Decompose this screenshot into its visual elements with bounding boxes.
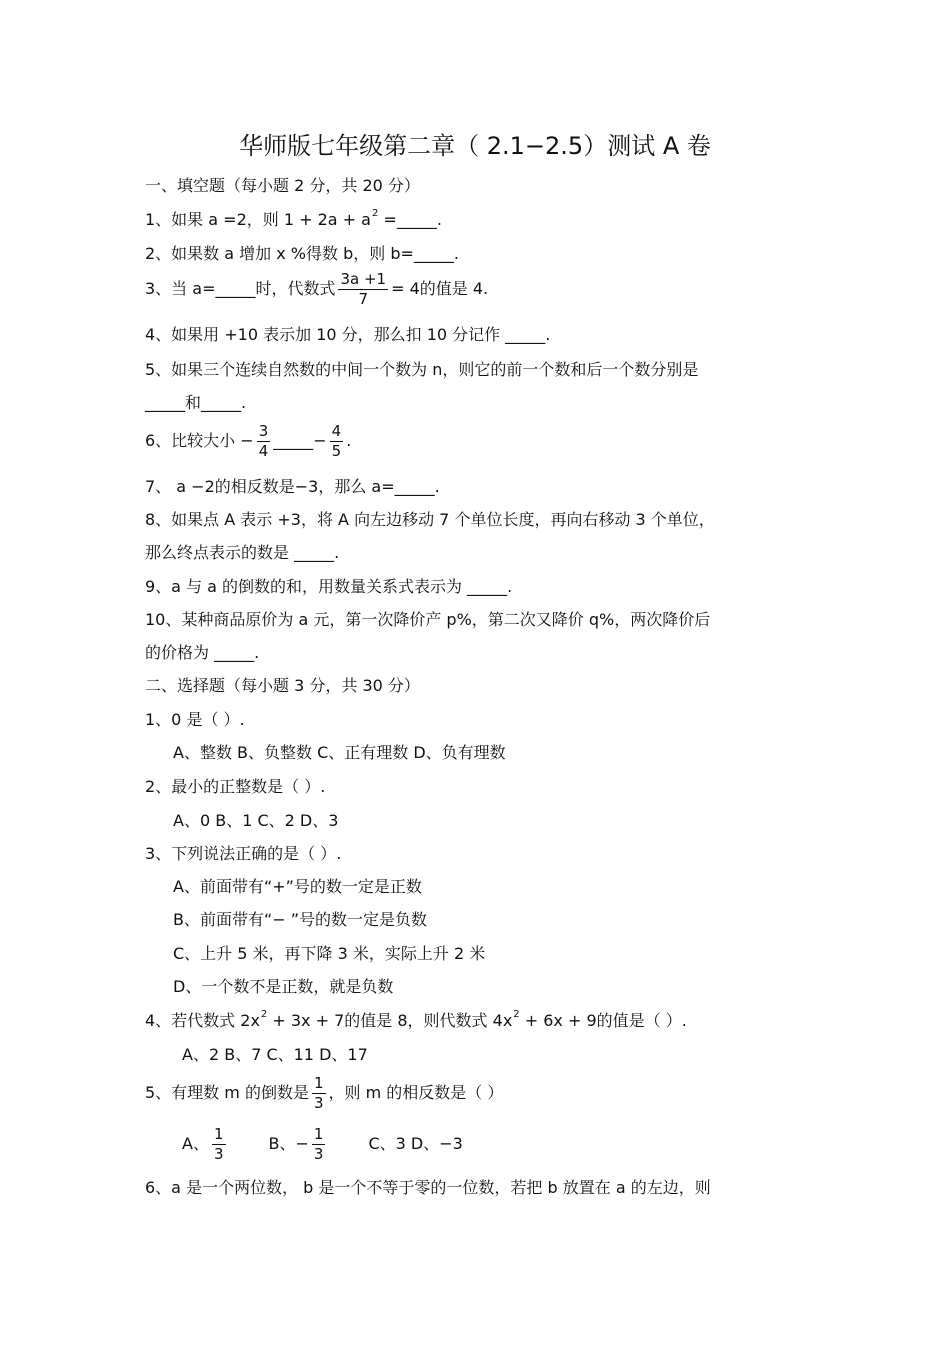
question-text: 5、有理数 m 的倒数是 [145,1083,309,1102]
question-2-2-options: A、0 B、1 C、2 D、3 [173,811,339,830]
question-2-1-options: A、整数 B、负整数 C、正有理数 D、负有理数 [173,743,506,762]
question-1-6 [145,422,351,461]
denominator: 7 [358,290,369,308]
fraction [257,422,271,461]
question-1-3 [145,270,488,309]
numerator: 1 [213,1125,224,1143]
question-text: 1、如果 a =2，则 1 + 2a + a [145,210,371,229]
denominator: 3 [213,1145,224,1163]
fraction [330,422,344,461]
question-2-3-option-a: A、前面带有“+”号的数一定是正数 [173,877,422,896]
question-text: + 6x + 9的值是（ ）. [519,1011,687,1030]
section-heading-choice: 二、选择题（每小题 3 分，共 30 分） [145,676,420,695]
question-2-4-options: A、2 B、7 C、11 D、17 [182,1045,368,1064]
question-2-4 [145,1011,687,1034]
question-1-8-line1: 8、如果点 A 表示 +3，将 A 向左边移动 7 个单位长度，再向右移动 3 个单位， [145,510,715,529]
question-2-6: 6、a 是一个两位数， b 是一个不等于零的一位数，若把 b 放置在 a 的左边，则 [145,1178,711,1197]
question-2-1: 1、0 是（ ）. [145,710,245,729]
question-1-5-line2: _____和_____. [145,393,247,412]
question-text: . [346,431,352,450]
question-2-2: 2、最小的正整数是（ ）. [145,777,326,796]
question-2-3-option-b: B、前面带有“− ”号的数一定是负数 [173,910,428,929]
denominator: 4 [258,442,269,460]
question-text: =_____. [378,210,442,229]
question-text: 4、若代数式 2x [145,1011,260,1030]
exponent: 2 [513,1009,520,1020]
denominator: 5 [331,442,342,460]
question-1-5-line1: 5、如果三个连续自然数的中间一个数为 n，则它的前一个数和后一个数分别是 [145,360,699,379]
question-1-10-line1: 10、某种商品原价为 a 元，第一次降价产 p%，第二次又降价 q%，两次降价后 [145,610,711,629]
question-text: = 4的值是 4. [391,279,489,298]
question-2-5-options [182,1124,463,1164]
question-text: 3、当 a=_____时，代数式 [145,279,336,298]
option-a-label: A、 [182,1134,209,1153]
fraction [212,1125,226,1164]
fraction [338,270,388,309]
numerator: 4 [331,422,342,440]
question-2-3-option-d: D、一个数不是正数，就是负数 [173,977,394,996]
fraction [312,1125,326,1164]
fraction [312,1074,326,1113]
question-1-10-line2: 的价格为 _____. [145,643,260,662]
question-text: _____− [273,431,327,450]
page-title: 华师版七年级第二章（ 2.1−2.5）测试 A 卷 [239,132,711,160]
exponent: 2 [260,1009,268,1020]
denominator: 3 [313,1145,324,1163]
question-2-3: 3、下列说法正确的是（ ）. [145,844,342,863]
option-cd-label: C、3 D、−3 [368,1134,463,1153]
numerator: 1 [313,1125,324,1143]
question-2-5 [145,1073,503,1113]
question-1-7: 7、 a −2的相反数是−3，那么 a=_____. [145,477,440,496]
numerator: 3a +1 [340,270,387,288]
numerator: 1 [313,1074,324,1092]
numerator: 3 [258,422,269,440]
question-2-3-option-c: C、上升 5 米，再下降 3 米，实际上升 2 米 [173,944,486,963]
question-1-9: 9、a 与 a 的倒数的和，用数量关系式表示为 _____. [145,577,513,596]
exponent: 2 [371,208,379,219]
question-text: ，则 m 的相反数是（ ） [328,1083,504,1102]
question-1-1 [145,210,442,233]
question-text: 6、比较大小 − [145,431,254,450]
question-1-2: 2、如果数 a 增加 x %得数 b，则 b=_____. [145,244,459,263]
section-heading-fill-in: 一、填空题（每小题 2 分，共 20 分） [145,176,420,195]
question-1-4: 4、如果用 +10 表示加 10 分，那么扣 10 分记作 _____. [145,325,551,344]
question-1-8-line2: 那么终点表示的数是 _____. [145,543,340,562]
option-b-label: B、− [268,1134,309,1153]
denominator: 3 [313,1094,324,1112]
question-text: + 3x + 7的值是 8，则代数式 4x [267,1011,513,1030]
